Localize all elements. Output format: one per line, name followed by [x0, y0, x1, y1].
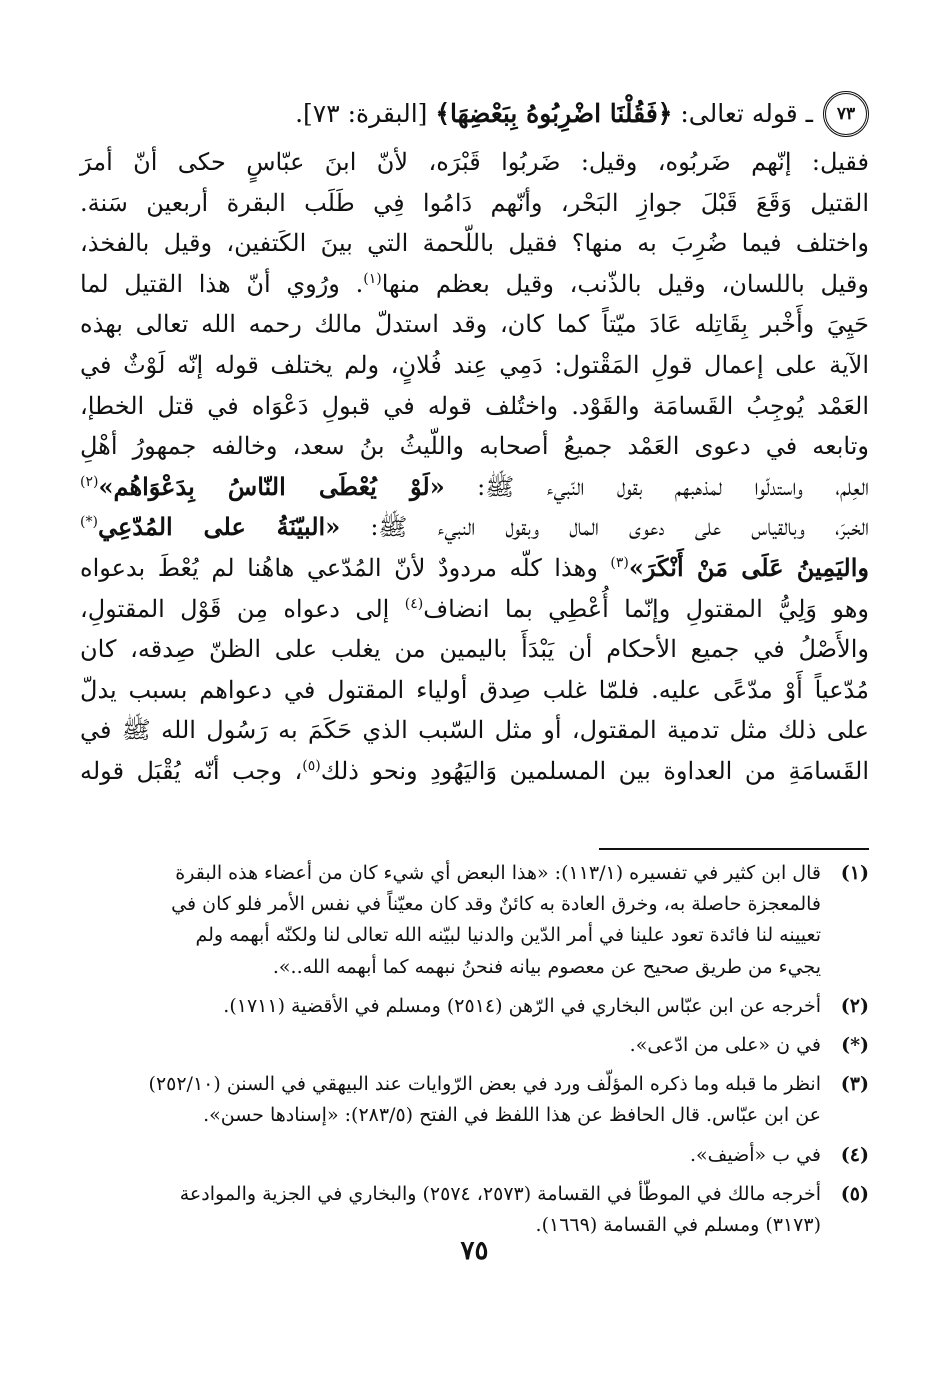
text-line: حَيِيَ وأَخْبر بِقَاتِله عَادَ ميّتاً كما كان، وقد استدلّ مالك رحمه الله تعالى بهذه: [80, 310, 869, 339]
text-line: الآية على إعمال قولِ المَقْتول: دَمِي عِند فُلانٍ، ولم يختلف قوله إنّه لَوْثٌ في: [80, 350, 869, 379]
footnote: [80, 1179, 869, 1241]
verse-heading-text: [295, 90, 813, 138]
footnote: [80, 1030, 869, 1061]
footnote: [80, 1069, 869, 1131]
footnote-number: (٣): [840, 1073, 869, 1096]
footnote-text: قال ابن كثير في تفسيره (١١٣/١): «هذا البعض أي شيء كان من أعضاء هذه البقرة فالمعجزة حاصلة به، وخرق العادة به كائنٌ وقد كان معيّناً في نفس الأمر فلو كان في تعيينه لنا فائدة تعود علينا في أمر الدّين والدنيا لبيّنه الله تعالى لنا ولكنّه أبهمه ولم يجيء من طريق صحيح عن معصوم بيانه فنحنُ نبهمه كما أبهمه الله..».: [171, 862, 821, 978]
text-line: والأَصْلُ في جميع الأحكام أن يَبْدَأَ باليمين من يغلب على الظنّ صِدقه، كان: [80, 635, 869, 664]
footnote-number: (٥): [840, 1182, 869, 1205]
footnote-text: في ب «أضيف».: [690, 1143, 821, 1166]
text-line: القَسامَةِ من العداوة بين المسلمين وَاليَهُودِ ونحو ذلك$^{(٥)}$، وجب أنّه يُقْبَل قوله: [80, 756, 870, 785]
footnote-text: انظر ما قبله وما ذكره المؤلّف ورد في بعض الرّوايات عند البيهقي في السنن (٢٥٢/١٠) عن ابن عبّاس. قال الحافظ عن هذا اللفظ في الفتح (٢٨٣/٥): «إسنادها حسن».: [148, 1073, 821, 1127]
text-line: على ذلك مثل تدمية المقتول، أو مثل السّبب الذي حَكَمَ به رَسُول الله ﷺ في: [80, 716, 869, 745]
footnote-number: (٤): [840, 1143, 869, 1166]
hadith-quote: واليَمِينُ عَلَى مَنْ أَنْكَرَ»: [628, 552, 869, 582]
text-line: العَمْد يُوجِبُ القَسامَة والقَوْد. واختُلف قوله في قبولِ دَعْوَاه في قتل الخطإ،: [80, 391, 869, 420]
footnote-number: (٢): [840, 994, 869, 1017]
footnote-text: أخرجه عن ابن عبّاس البخاري في الرّهن (٢٥١٤) ومسلم في الأقضية (١٧١١).: [223, 994, 821, 1017]
text-line: وهو وَلِيُّ المقتولِ وإنّما أُعْطِي بما انضاف$^{(٤)}$ إلى دعواه مِن قَوْل المقتولِ،: [80, 594, 870, 623]
footnote-marker: (*): [80, 514, 98, 531]
text-line: فقيل: إنّهم ضَربُوه، وقيل: ضَربُوا قَبْرَه، لأنّ ابنَ عبّاسٍ حكى أنّ أمرَ: [80, 148, 869, 176]
footnote: [80, 858, 869, 983]
footnotes: [80, 858, 869, 1249]
hadith-quote: «لَوْ يُعْطَى النّاسُ بِدَعْوَاهُم»: [98, 471, 445, 501]
text-line: الخبرَ، وبالقياس على دعوى المال وبقول النبيء ﷺ: «البيّنَةُ على المُدّعِي(*): [80, 512, 869, 542]
page-number: ٧٥: [460, 1236, 489, 1266]
text-line: واختلف فيما ضُرِبَ به منها؟ فقيل باللّحمة التي بينَ الكَتفين، وقيل بالفخذ،: [80, 229, 869, 258]
footnote-number: (*): [841, 1034, 869, 1057]
hadith-quote: «البيّنَةُ على المُدّعِي: [97, 512, 341, 542]
text-line: وقيل باللسان، وقيل بالذّنب، وقيل بعظم منها$^{(١)}$. ورُوي أنّ هذا القتيل لما: [80, 269, 869, 298]
main-text: [80, 142, 869, 792]
text-line: القتيل وَقَعَ قَبْلَ جوازِ البَحْر، وأنّهم دَامُوا فِي طَلَب البقرة أربعين سَنة.: [80, 188, 869, 217]
footnote-text: أخرجه مالك في الموطّأ في القسامة (٢٥٧٣، ٢٥٧٤) والبخاري في الجزية والموادعة (٣١٧٣) ومسلم في القسامة (١٦٦٩).: [179, 1182, 821, 1237]
text-line: العِلم، واستدلّوا لمذهبهم بقول النّبيء ﷺ: «لَوْ يُعْطَى النّاسُ بِدَعْوَاهُم»$^{(٢)}$: [80, 471, 869, 501]
footnote-marker: (٥): [302, 757, 321, 774]
heading-prefix: ـ قوله تعالى:: [680, 99, 813, 128]
quran-verse: ﴿فَقُلْنَا اضْرِبُوهُ بِبَعْضِهَا﴾: [435, 99, 673, 128]
footnote-number: (١): [840, 862, 869, 884]
verse-reference: [البقرة: ٧٣].: [295, 99, 428, 128]
verse-number-badge: ٧٣: [823, 91, 869, 137]
text-line: واليَمِينُ عَلَى مَنْ أَنْكَرَ»$^{(٣)}$ وهذا كلّه مردودٌ لأنّ المُدّعي هاهُنا لم يُعْطَ بدعواه: [80, 552, 869, 582]
footnote: [80, 1140, 869, 1171]
footnote: [80, 991, 869, 1022]
footnote-marker: (٤): [404, 595, 424, 612]
verse-heading: [80, 90, 869, 138]
footnote-marker: (٣): [610, 554, 629, 571]
footnote-marker: (١): [363, 270, 382, 287]
text-line: وتابعه في دعوى العَمْد جميعُ أصحابه واللّيثُ بنُ سعد، وخالفه جمهورُ أهْلِ: [80, 432, 869, 461]
footnote-marker: (٢): [80, 473, 99, 490]
footnote-separator: [599, 848, 869, 850]
footnote-text: في ن «على من ادّعى».: [629, 1034, 821, 1057]
text-line: مُدّعياً أَوْ مدّعًى عليه. فلمّا غلب صِدق أولياء المقتول في دعواهم بسبب يدلّ: [80, 675, 869, 704]
